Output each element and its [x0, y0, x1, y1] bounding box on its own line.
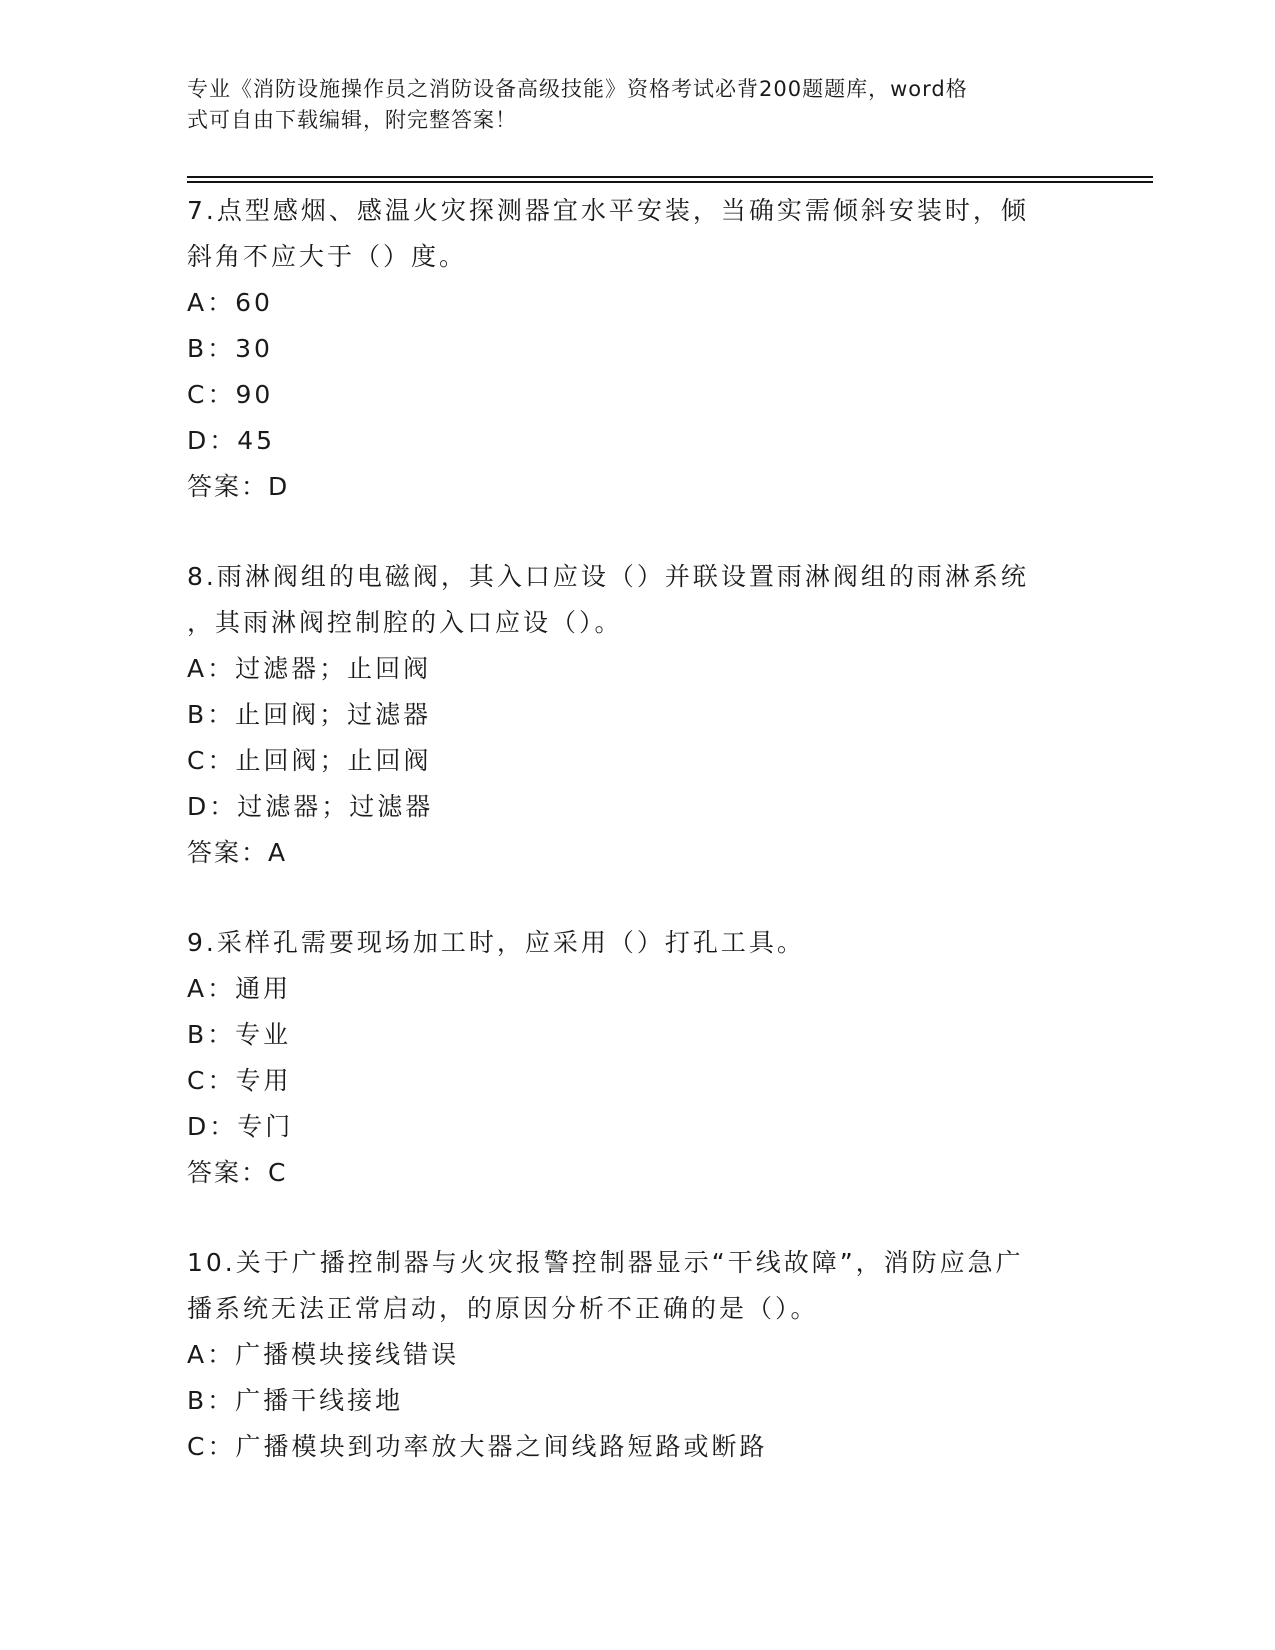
- option-b: B：止回阀；过滤器: [187, 700, 432, 729]
- question-stem: 7.点型感烟、感温火灾探测器宜水平安装，当确实需倾斜安装时，倾: [187, 196, 1029, 225]
- question-list: [187, 188, 1087, 1470]
- question-stem: 8.雨淋阀组的电磁阀，其入口应设（）并联设置雨淋阀组的雨淋系统: [187, 562, 1029, 591]
- option-a: A：60: [187, 288, 273, 317]
- option-a: A：广播模块接线错误: [187, 1340, 460, 1369]
- option-d: D：45: [187, 426, 276, 455]
- question-9: [187, 920, 1087, 1196]
- option-a: A：过滤器；止回阀: [187, 654, 432, 683]
- question-stem: 9.采样孔需要现场加工时，应采用（）打孔工具。: [187, 928, 805, 957]
- option-b: B：30: [187, 334, 273, 363]
- header-line-1: 专业《消防设施操作员之消防设备高级技能》资格考试必背200题题库，word格: [187, 77, 968, 101]
- option-c: C：广播模块到功率放大器之间线路短路或断路: [187, 1432, 768, 1461]
- answer-line: 答案：C: [187, 1158, 288, 1187]
- header-divider-top: [187, 176, 1153, 178]
- option-b: B：专业: [187, 1020, 292, 1049]
- answer-line: 答案：A: [187, 838, 288, 867]
- option-d: D：过滤器；过滤器: [187, 792, 434, 821]
- option-c: C：专用: [187, 1066, 292, 1095]
- question-10: [187, 1240, 1087, 1470]
- question-stem: 10.关于广播控制器与火灾报警控制器显示“干线故障”，消防应急广: [187, 1248, 1024, 1277]
- option-c: C：止回阀；止回阀: [187, 746, 432, 775]
- header-line-2: 式可自由下载编辑，附完整答案！: [187, 108, 517, 132]
- option-c: C：90: [187, 380, 274, 409]
- option-b: B：广播干线接地: [187, 1386, 404, 1415]
- question-stem-continued: ，其雨淋阀控制腔的入口应设（）。: [187, 608, 623, 637]
- question-stem-continued: 斜角不应大于（）度。: [187, 242, 468, 271]
- question-8: [187, 554, 1087, 876]
- document-header: [187, 74, 1067, 136]
- header-divider-bottom: [187, 181, 1153, 183]
- option-d: D：专门: [187, 1112, 294, 1141]
- question-stem-continued: 播系统无法正常启动，的原因分析不正确的是（）。: [187, 1294, 819, 1323]
- option-a: A：通用: [187, 974, 292, 1003]
- question-7: [187, 188, 1087, 510]
- answer-line: 答案：D: [187, 472, 290, 501]
